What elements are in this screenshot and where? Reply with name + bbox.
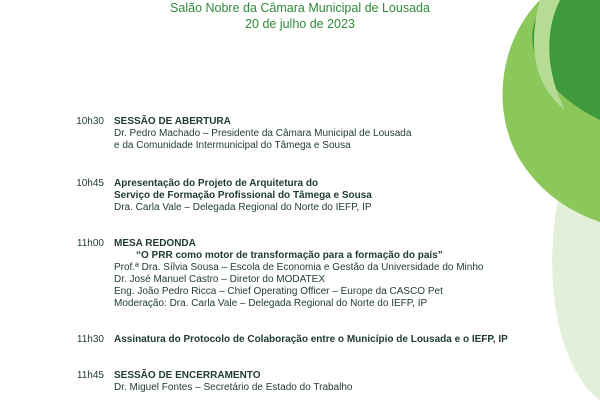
agenda-speaker: Moderação: Dra. Carla Vale – Delegada Regional do Norte do IEFP, IP (114, 298, 428, 309)
agenda-content (114, 178, 514, 214)
mid-leaf-shape (503, 0, 600, 222)
agenda-speaker: Dr. José Manuel Castro – Diretor do MODATEX (114, 274, 325, 285)
agenda-title: SESSÃO DE ABERTURA (114, 116, 231, 127)
agenda-content (114, 334, 514, 346)
agenda-speaker: Dr. Miguel Fontes – Secretário de Estado do Trabalho (114, 382, 353, 393)
agenda-subtitle: “O PRR como motor de transformação para a formação do país” (136, 250, 443, 261)
agenda-content (114, 238, 514, 310)
agenda-title: SESSÃO DE ENCERRAMENTO (114, 370, 261, 381)
agenda-content (114, 116, 514, 152)
agenda-title-continued: Serviço de Formação Profissional do Tâmega e Sousa (114, 190, 372, 201)
agenda-time: 10h45 (76, 178, 104, 189)
agenda-time: 11h45 (76, 370, 104, 381)
venue: Salão Nobre da Câmara Municipal de Lousada (170, 1, 430, 15)
light-leaf-shape (552, 90, 600, 400)
agenda-content (114, 370, 514, 394)
agenda-speaker: Dra. Carla Vale – Delegada Regional do Norte do IEFP, IP (114, 202, 372, 213)
agenda-speaker: Eng. João Pedro Ricca – Chief Operating Officer – Europe da CASCO Pet (114, 286, 443, 297)
agenda-speaker: Dr. Pedro Machado – Presidente da Câmara Municipal de Lousada (114, 128, 412, 139)
agenda-time: 11h30 (76, 334, 104, 345)
agenda-title: Assinatura do Protocolo de Colaboração entre o Município de Lousada e o IEFP, IP (114, 334, 508, 345)
agenda-title: Apresentação do Projeto de Arquitetura do (114, 178, 319, 189)
agenda-title: MESA REDONDA (114, 238, 196, 249)
agenda-speaker: Prof.ª Dra. Sílvia Sousa – Escola de Economia e Gestão da Universidade do Minho (114, 262, 484, 273)
agenda-time: 11h00 (76, 238, 104, 249)
event-date: 20 de julho de 2023 (245, 17, 355, 31)
agenda-time: 10h30 (76, 116, 104, 127)
agenda-speaker: e da Comunidade Intermunicipal do Tâmega e Sousa (114, 140, 351, 151)
